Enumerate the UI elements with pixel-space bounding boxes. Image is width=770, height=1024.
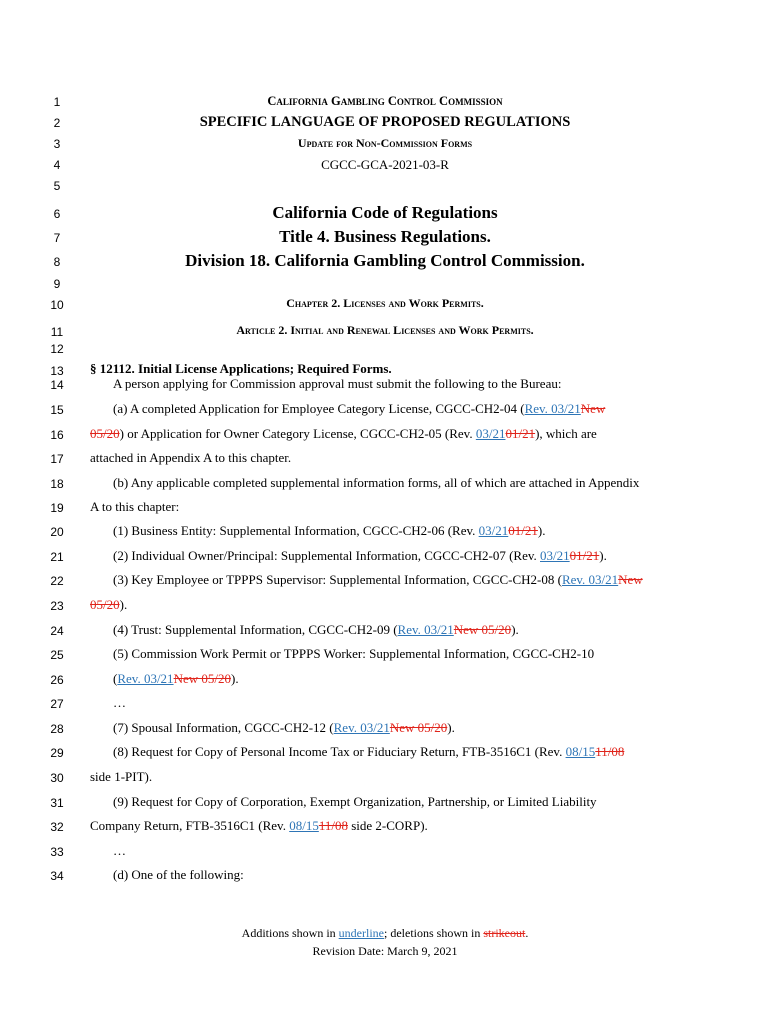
- line-number: 14: [50, 378, 64, 392]
- body-line-23: [90, 597, 127, 613]
- line-number: 12: [50, 342, 64, 356]
- chapter-heading: Chapter 2. Licenses and Work Permits.: [286, 296, 484, 310]
- document-code: CGCC-GCA-2021-03-R: [321, 157, 449, 172]
- text: Additions shown in: [241, 926, 339, 940]
- text: Company Return, FTB-3516C1 (Rev.: [90, 818, 290, 833]
- line-number: 20: [50, 525, 64, 539]
- body-line-19: A to this chapter:: [90, 499, 180, 514]
- body-line-28: [113, 720, 455, 736]
- line-number: 32: [50, 820, 64, 834]
- insertion: Rev. 03/21: [333, 720, 390, 735]
- deletion: 01/21: [505, 426, 536, 441]
- text: ).: [230, 671, 239, 686]
- line-number: 21: [50, 550, 64, 564]
- line-number: 15: [50, 403, 64, 417]
- body-line-24: [113, 622, 519, 638]
- line-number: 26: [50, 673, 64, 687]
- body-line-30: side 1-PIT).: [90, 769, 153, 784]
- line-number: 6: [53, 207, 61, 221]
- deletion: 05/20: [90, 597, 120, 612]
- line-number: 22: [50, 574, 64, 588]
- text: (4) Trust: Supplemental Information, CGCC-CH2-09 (: [113, 622, 398, 637]
- text: (2) Individual Owner/Principal: Supplemental Information, CGCC-CH2-07 (Rev.: [113, 548, 541, 563]
- title-title4: Title 4. Business Regulations.: [279, 227, 491, 246]
- text: (a) A completed Application for Employee Category License, CGCC-CH2-04 (: [113, 401, 525, 416]
- commission-heading: California Gambling Control Commission: [267, 94, 503, 108]
- body-line-16: [90, 426, 597, 442]
- text: ).: [511, 622, 519, 637]
- line-number: 19: [50, 501, 64, 515]
- line-number: 11: [50, 325, 64, 339]
- text: .: [525, 926, 529, 940]
- text: ).: [599, 548, 607, 563]
- line-number: 10: [50, 298, 64, 312]
- insertion: 08/15: [565, 744, 596, 759]
- deletion-sample: strikeout: [483, 926, 526, 940]
- body-line-25: (5) Commission Work Permit or TPPPS Worker: Supplemental Information, CGCC-CH2-10: [113, 646, 595, 661]
- line-number: 18: [50, 477, 64, 491]
- title-division18: Division 18. California Gambling Control Commission.: [185, 251, 585, 270]
- deletion: New 05/20: [173, 671, 231, 686]
- body-line-29: [113, 744, 624, 760]
- text: (8) Request for Copy of Personal Income Tax or Fiduciary Return, FTB-3516C1 (Rev.: [113, 744, 566, 759]
- section-heading: § 12112. Initial License Applications; Required Forms.: [90, 361, 392, 376]
- line-number: 16: [50, 428, 64, 442]
- body-line-22: [113, 572, 643, 588]
- insertion: 03/21: [475, 426, 506, 441]
- title-ccr: California Code of Regulations: [272, 203, 498, 222]
- line-number: 29: [50, 746, 64, 760]
- line-number: 7: [53, 231, 61, 245]
- line-number: 13: [50, 364, 64, 378]
- line-number: 24: [50, 624, 64, 638]
- line-number: 2: [53, 116, 61, 130]
- insertion: Rev. 03/21: [524, 401, 581, 416]
- deletion: 11/08: [595, 744, 625, 759]
- footer-legend: [0, 926, 770, 941]
- body-line-33: …: [113, 843, 126, 858]
- line-number: 31: [50, 796, 64, 810]
- deletion: New: [580, 401, 606, 416]
- line-number: 4: [53, 158, 61, 172]
- insertion: 03/21: [540, 548, 570, 563]
- line-number: 25: [50, 648, 64, 662]
- text: ), which are: [535, 426, 597, 441]
- line-number: 8: [53, 255, 61, 269]
- insertion: Rev. 03/21: [561, 572, 619, 587]
- text: ).: [537, 523, 546, 538]
- footer-revision-date: Revision Date: March 9, 2021: [312, 944, 458, 958]
- body-line-26: [113, 671, 239, 687]
- deletion: 11/08: [318, 818, 348, 833]
- line-number: 9: [53, 277, 61, 291]
- specific-language-heading: SPECIFIC LANGUAGE OF PROPOSED REGULATIONS: [199, 114, 571, 130]
- line-number: 1: [53, 95, 61, 109]
- text: ).: [447, 720, 455, 735]
- deletion: 01/21: [508, 523, 538, 538]
- body-line-32: [90, 818, 428, 834]
- line-number: 5: [53, 179, 61, 193]
- body-line-15: [113, 401, 605, 417]
- deletion: 01/21: [569, 548, 600, 563]
- body-line-34: (d) One of the following:: [113, 867, 244, 882]
- insertion-sample: underline: [338, 926, 384, 940]
- body-line-17: attached in Appendix A to this chapter.: [90, 450, 292, 465]
- line-number: 34: [50, 869, 64, 883]
- article-heading: Article 2. Initial and Renewal Licenses and Work Permits.: [236, 323, 534, 337]
- body-line-20: [113, 523, 546, 539]
- body-line-21: [113, 548, 607, 564]
- body-line-27: …: [113, 695, 126, 710]
- update-heading: Update for Non-Commission Forms: [297, 136, 473, 150]
- body-line-18: (b) Any applicable completed supplemental information forms, all of which are attached in Appendix: [113, 475, 640, 490]
- deletion: New: [618, 572, 643, 587]
- text: (3) Key Employee or TPPPS Supervisor: Supplemental Information, CGCC-CH2-08 (: [113, 572, 562, 587]
- text: (7) Spousal Information, CGCC-CH2-12 (: [113, 720, 334, 735]
- insertion: Rev. 03/21: [117, 671, 174, 686]
- text: (: [113, 671, 118, 686]
- text: ).: [119, 597, 128, 612]
- insertion: 08/15: [289, 818, 319, 833]
- deletion: New 05/20: [389, 720, 448, 735]
- line-number: 28: [50, 722, 64, 736]
- body-line-31: (9) Request for Copy of Corporation, Exempt Organization, Partnership, or Limited Liability: [113, 794, 597, 809]
- insertion: Rev. 03/21: [397, 622, 454, 637]
- text: ; deletions shown in: [384, 926, 484, 940]
- text: (1) Business Entity: Supplemental Information, CGCC-CH2-06 (Rev.: [113, 523, 479, 538]
- text: ) or Application for Owner Category License, CGCC-CH2-05 (Rev.: [119, 426, 476, 441]
- deletion: New 05/20: [453, 622, 512, 637]
- deletion: 05/20: [90, 426, 120, 441]
- text: side 2-CORP).: [347, 818, 428, 833]
- line-number: 17: [50, 452, 64, 466]
- insertion: 03/21: [478, 523, 509, 538]
- line-number: 30: [50, 771, 64, 785]
- line-number: 33: [50, 845, 64, 859]
- line-number: 23: [50, 599, 64, 613]
- line-number: 27: [50, 697, 64, 711]
- line-number: 3: [53, 137, 61, 151]
- body-line-14: A person applying for Commission approval must submit the following to the Bureau:: [113, 376, 562, 391]
